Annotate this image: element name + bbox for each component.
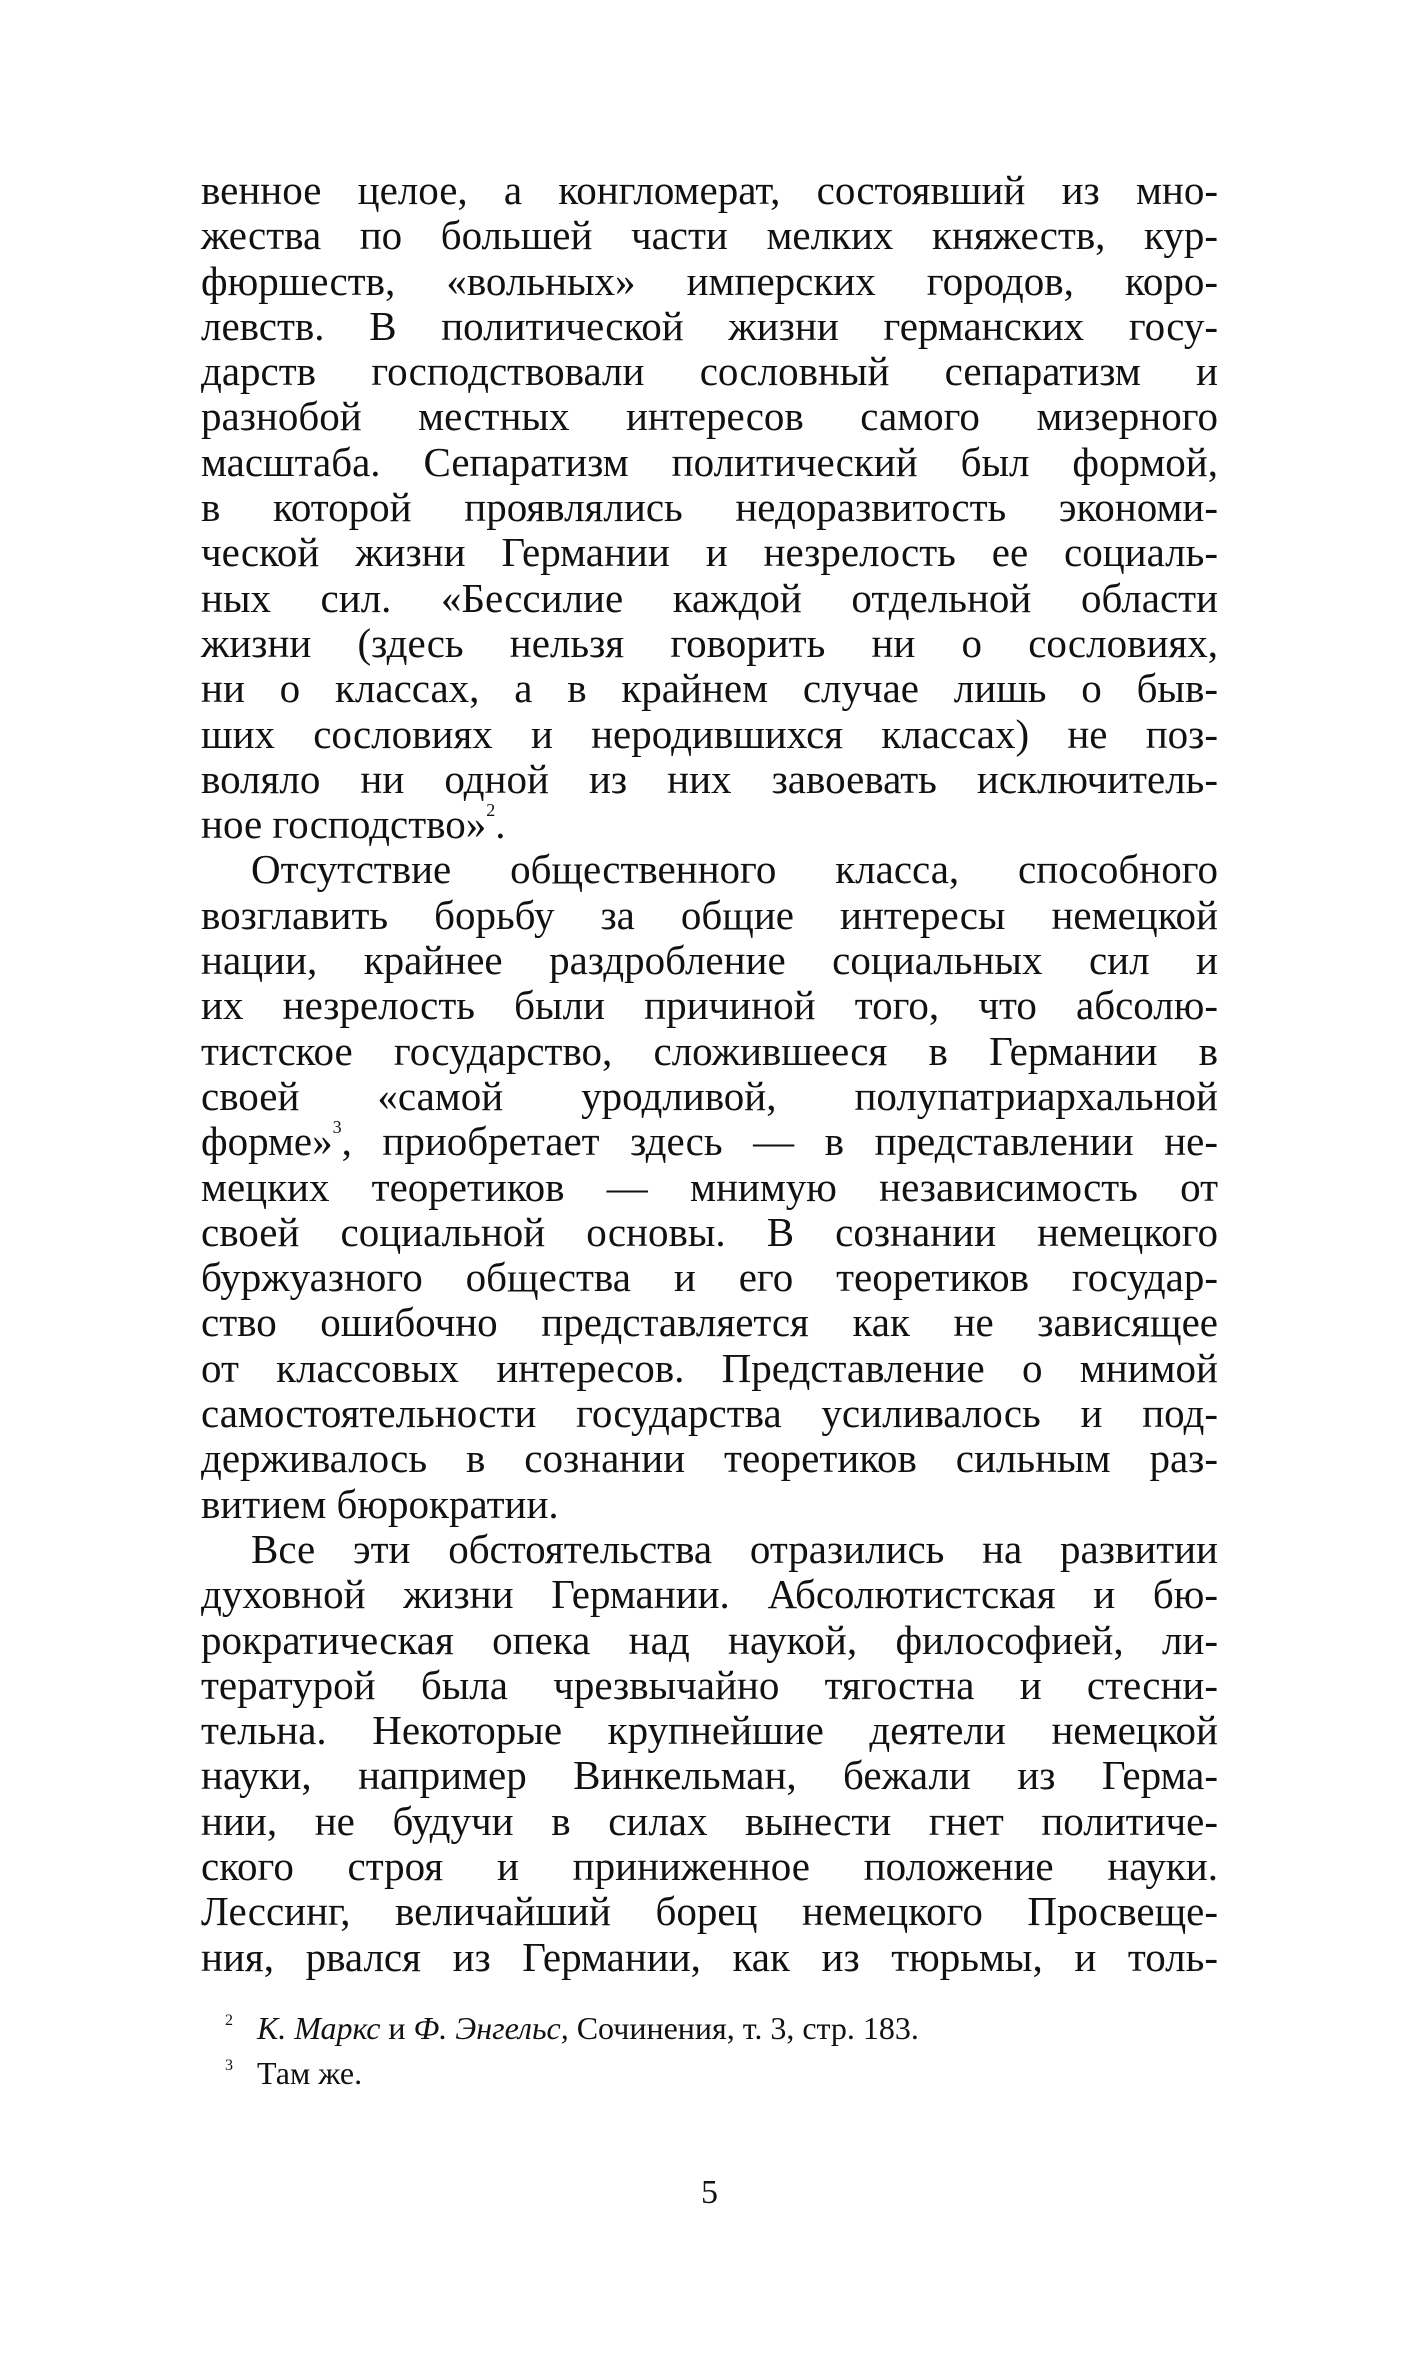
text-line: держивалось в сознании теоретиков сильным раз- (201, 1435, 1218, 1482)
text-line: левств. В политической жизни германских госу- (201, 302, 1218, 349)
footnote-mark: 3 (225, 2057, 233, 2074)
text-line: Отсутствие общественного класса, способного (251, 846, 1218, 893)
page-number: 5 (701, 2174, 718, 2211)
text-line: воляло ни одной из них завоевать исключитель- (201, 755, 1218, 802)
text-fragment: ное господство» (201, 801, 487, 848)
text-line: ни о классах, а в крайнем случае лишь о быв- (201, 665, 1218, 712)
text-line: своей «самой уродливой, полупатриархальной (201, 1072, 1218, 1119)
text-fragment: . (495, 801, 506, 848)
paragraph-2 (201, 847, 1218, 1526)
footnote-ref-2[interactable]: 2 (486, 800, 496, 821)
paragraph-3 (201, 1527, 1218, 1980)
text-line: науки, например Винкельман, бежали из Герма- (201, 1752, 1218, 1799)
text-line: от классовых интересов. Представление о мнимой (201, 1344, 1218, 1391)
text-line: своей социальной основы. В сознании немецкого (201, 1208, 1218, 1255)
text-line: буржуазного общества и его теоретиков государ- (201, 1254, 1218, 1301)
text-line: ных сил. «Бессилие каждой отдельной области (201, 574, 1218, 621)
footnote-mark: 2 (225, 2012, 233, 2029)
text-line: духовной жизни Германии. Абсолютистская и бю- (201, 1571, 1218, 1618)
text-line: фюршеств, «вольных» имперских городов, коро- (201, 257, 1218, 304)
text-line (201, 1119, 1218, 1164)
text-line: жизни (здесь нельзя говорить ни о сословиях, (201, 619, 1218, 666)
footnote-3 (201, 2051, 1218, 2096)
page-body (201, 168, 1218, 1980)
text-line (201, 802, 1218, 847)
footnotes (201, 2006, 1218, 2096)
footnote-text: Там же. (257, 2055, 363, 2091)
text-line: нации, крайнее раздробление социальных сил и (201, 937, 1218, 984)
text-line: ство ошибочно представляется как не зависящее (201, 1299, 1218, 1346)
text-line: разнобой местных интересов самого мизерного (201, 393, 1218, 440)
text-line: нии, не будучи в силах вынести гнет политиче- (201, 1797, 1218, 1844)
text-line: масштаба. Сепаратизм политический был формой, (201, 438, 1218, 485)
text-line: тельна. Некоторые крупнейшие деятели немецкой (201, 1707, 1218, 1754)
text-line: рократическая опека над наукой, философией, ли- (201, 1616, 1218, 1663)
text-line: их незрелость были причиной того, что абсолю- (201, 982, 1218, 1029)
footnote-author: К. Маркс (257, 2010, 381, 2046)
text-line: самостоятельности государства усиливалось и под- (201, 1390, 1218, 1437)
text-line: ния, рвался из Германии, как из тюрьмы, и толь- (201, 1933, 1218, 1980)
footnote-2 (201, 2006, 1218, 2051)
text-line: тературой была чрезвычайно тягостна и стесни- (201, 1661, 1218, 1708)
text-fragment: форме» (201, 1118, 333, 1165)
text-line: мецких теоретиков — мнимую независимость от (201, 1163, 1218, 1210)
text-line: ших сословиях и неродившихся классах) не поз- (201, 710, 1218, 757)
footnote-text: и (380, 2010, 414, 2046)
text-fragment: , приобретает здесь — в представлении не- (341, 1118, 1218, 1165)
text-line: Все эти обстоятельства отразились на развитии (251, 1525, 1218, 1572)
text-line: дарств господствовали сословный сепаратизм и (201, 348, 1218, 395)
paragraph-1 (201, 168, 1218, 847)
text-line: в которой проявлялись недоразвитость экономи- (201, 484, 1218, 531)
text-line: ского строя и приниженное положение науки. (201, 1842, 1218, 1889)
footnote-author: Ф. Энгельс, (413, 2010, 569, 2046)
footnote-ref-3[interactable]: 3 (332, 1117, 342, 1138)
text-line: витием бюрократии. (201, 1480, 559, 1527)
text-line: возглавить борьбу за общие интересы немецкой (201, 891, 1218, 938)
text-line: жества по большей части мелких княжеств, кур- (201, 212, 1218, 259)
text-line: тистское государство, сложившееся в Германии в (201, 1027, 1218, 1074)
footnote-text: Сочинения, т. 3, стр. 183. (568, 2010, 919, 2046)
text-line: Лессинг, величайший борец немецкого Просвеще- (201, 1888, 1218, 1935)
text-line: венное целое, а конгломерат, состоявший из мно- (201, 167, 1218, 213)
text-line: ческой жизни Германии и незрелость ее социаль- (201, 529, 1218, 576)
